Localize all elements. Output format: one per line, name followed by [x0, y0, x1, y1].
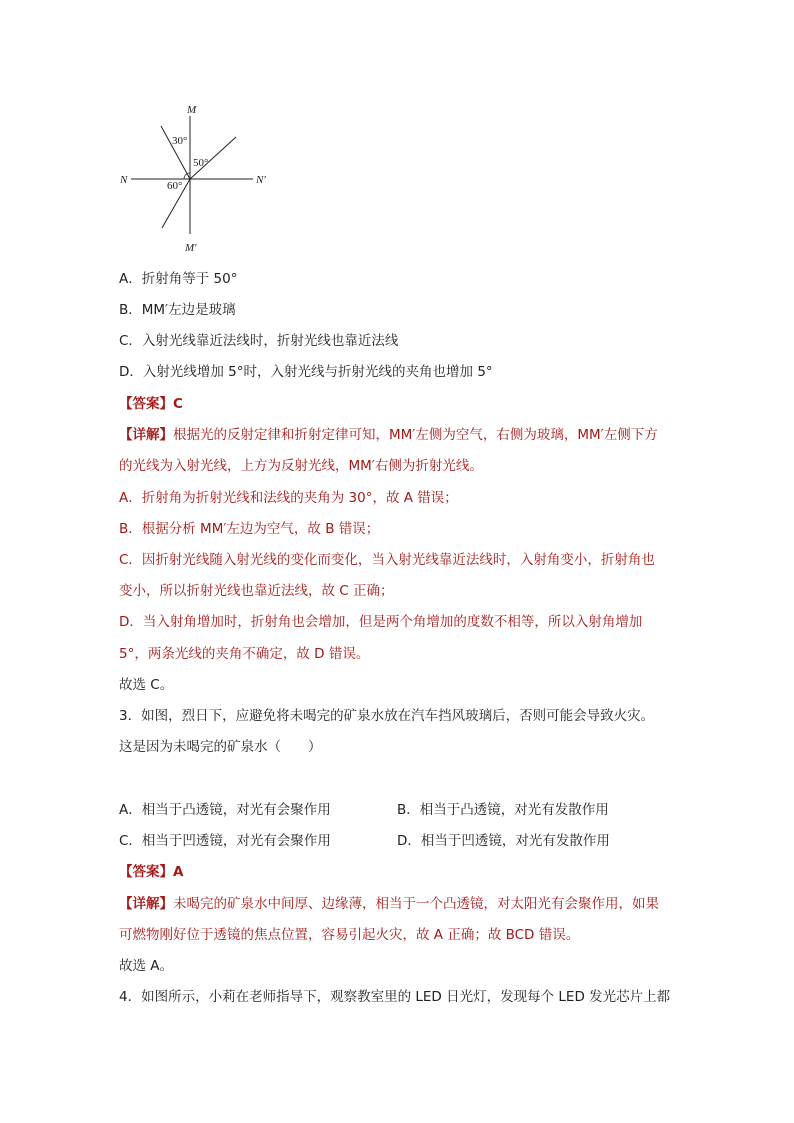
- label-angle-60: 60°: [167, 180, 183, 192]
- q2-explain-c-1: C．因折射光线随入射光线的变化而变化，当入射光线靠近法线时，入射角变小，折射角也: [119, 552, 655, 568]
- q3-detail-line-2: 可燃物刚好位于透镜的焦点位置，容易引起火灾，故 A 正确；故 BCD 错误。: [119, 927, 580, 943]
- reflected-ray: [161, 126, 190, 179]
- q2-explain-d-2: 5°，两条光线的夹角不确定，故 D 错误。: [119, 646, 370, 662]
- q2-explain-d-1: D．当入射角增加时，折射角也会增加，但是两个角增加的度数不相等，所以入射角增加: [119, 614, 643, 630]
- label-m: M: [187, 104, 197, 116]
- q3-stem-line-1: 3．如图，烈日下，应避免将未喝完的矿泉水放在汽车挡风玻璃后，否则可能会导致火灾。: [119, 708, 655, 724]
- label-angle-30: 30°: [172, 135, 188, 147]
- q2-option-c: C．入射光线靠近法线时，折射光线也靠近法线: [119, 333, 399, 349]
- refraction-diagram: [110, 100, 280, 260]
- q3-detail-tag: 【详解】: [119, 896, 173, 912]
- q2-answer: 【答案】C: [119, 396, 183, 412]
- q2-detail-text: 根据光的反射定律和折射定律可知，MM′左侧为空气，右侧为玻璃，MM′左侧下方: [173, 427, 658, 443]
- q3-conclusion: 故选 A。: [119, 958, 174, 974]
- label-n-prime: N′: [256, 174, 266, 186]
- q3-option-b: B．相当于凸透镜，对光有发散作用: [397, 802, 609, 818]
- label-angle-50: 50°: [193, 157, 209, 169]
- q2-detail-line-1: [119, 426, 658, 444]
- q2-explain-b: B．根据分析 MM′左边为空气，故 B 错误；: [119, 521, 380, 537]
- q2-conclusion: 故选 C。: [119, 677, 174, 693]
- q2-option-d: D．入射光线增加 5°时，入射光线与折射光线的夹角也增加 5°: [119, 364, 493, 380]
- q3-detail-text: 未喝完的矿泉水中间厚、边缘薄，相当于一个凸透镜，对太阳光有会聚作用，如果: [173, 896, 659, 912]
- q2-detail-line-2: 的光线为入射光线，上方为反射光线，MM′右侧为折射光线。: [119, 458, 483, 474]
- q3-detail-line-1: [119, 895, 659, 913]
- q2-detail-tag: 【详解】: [119, 427, 173, 443]
- label-n: N: [120, 174, 128, 186]
- q3-option-c: C．相当于凹透镜，对光有会聚作用: [119, 833, 331, 849]
- label-m-prime: M′: [185, 242, 197, 254]
- q2-option-b: B．MM′左边是玻璃: [119, 302, 236, 318]
- q3-option-d: D．相当于凹透镜，对光有发散作用: [397, 833, 610, 849]
- q3-stem-line-2: 这是因为未喝完的矿泉水（ ）: [119, 739, 322, 755]
- q2-explain-c-2: 变小，所以折射光线也靠近法线，故 C 正确；: [119, 583, 394, 599]
- q3-answer: 【答案】A: [119, 864, 184, 880]
- q3-option-a: A．相当于凸透镜，对光有会聚作用: [119, 802, 331, 818]
- q2-option-a: A．折射角等于 50°: [119, 271, 238, 287]
- q4-stem-line-1: 4．如图所示，小莉在老师指导下，观察教室里的 LED 日光灯，发现每个 LED 发光芯片上都: [119, 989, 671, 1005]
- q2-explain-a: A．折射角为折射光线和法线的夹角为 30°，故 A 错误；: [119, 490, 458, 506]
